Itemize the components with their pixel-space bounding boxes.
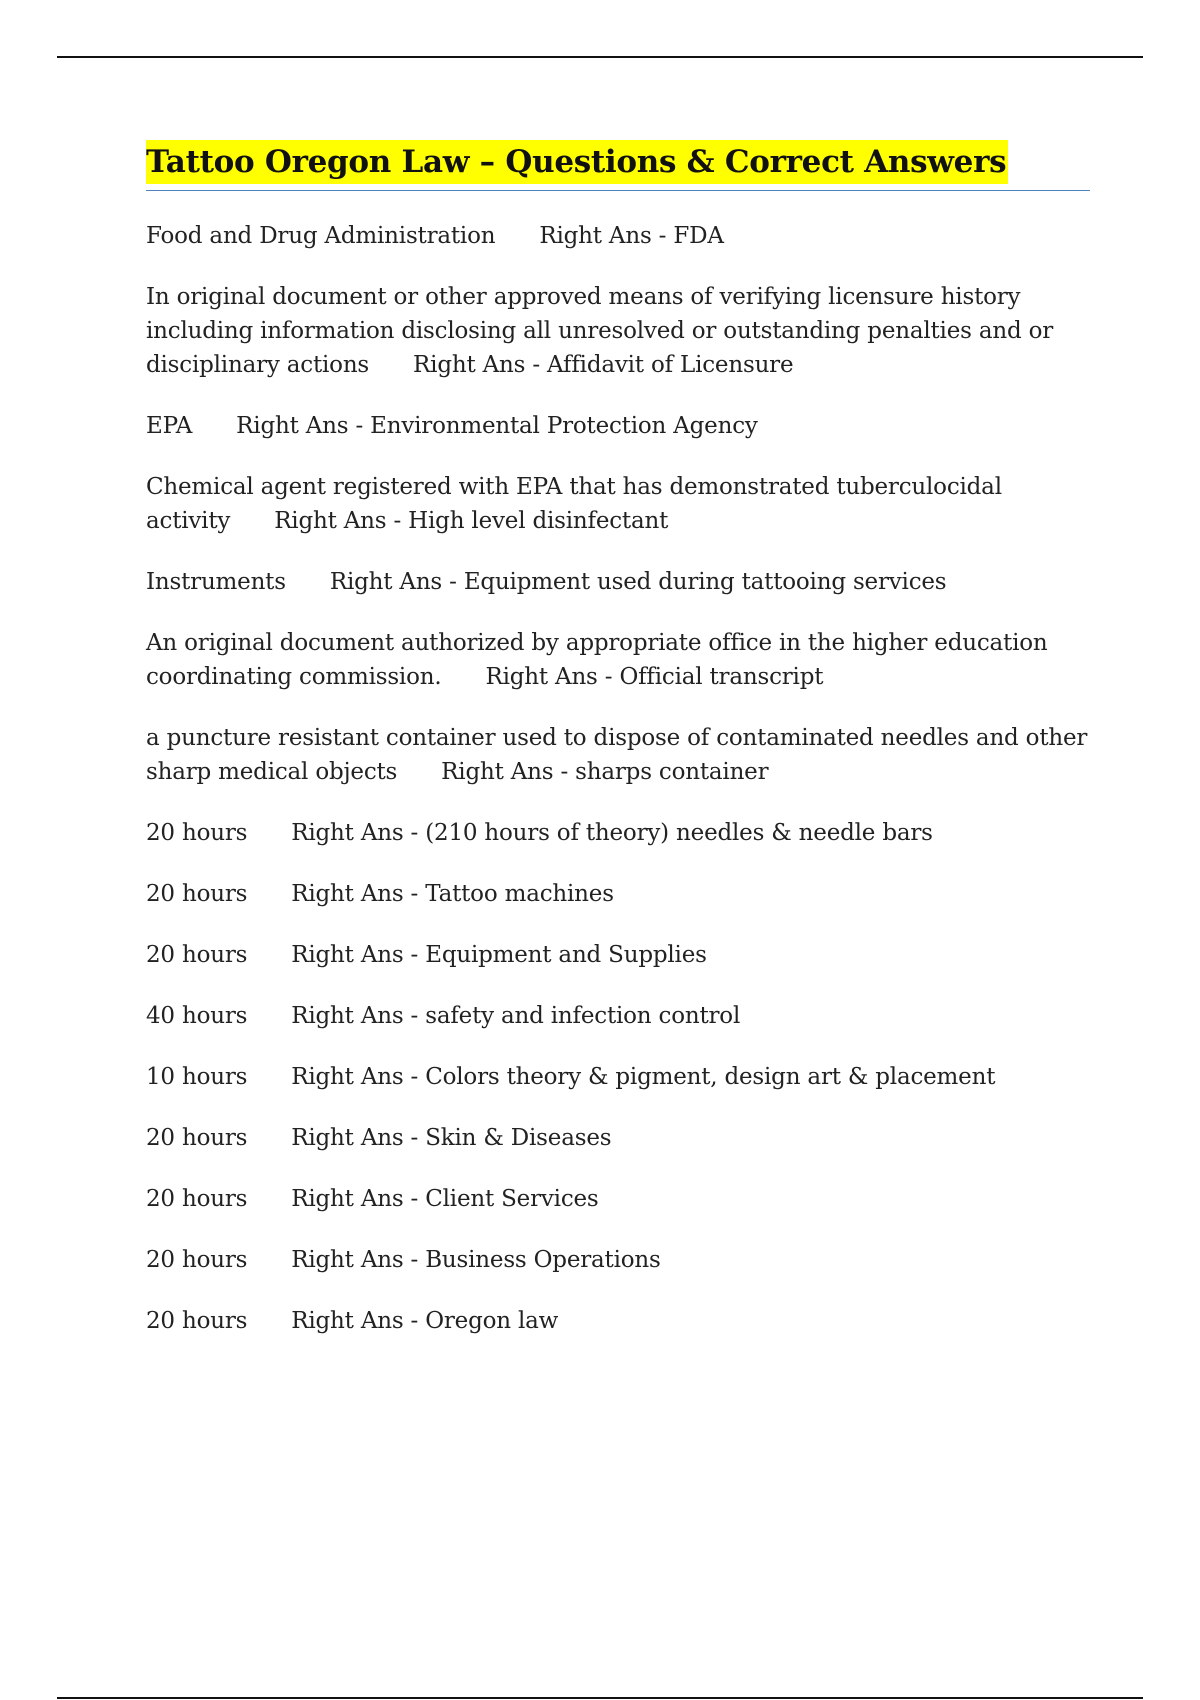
qa-item	[146, 1182, 1090, 1216]
answer-text: Right Ans - Official transcript	[485, 664, 824, 690]
question-text: 10 hours	[146, 1064, 248, 1090]
question-text: 20 hours	[146, 942, 248, 968]
answer-text: Right Ans - safety and infection control	[291, 1003, 741, 1029]
question-text: 20 hours	[146, 1308, 248, 1334]
page-top-rule	[57, 56, 1143, 58]
answer-text: Right Ans - sharps container	[441, 759, 769, 785]
qa-item	[146, 280, 1090, 382]
qa-item	[146, 409, 1090, 443]
question-text: 20 hours	[146, 820, 248, 846]
answer-text: Right Ans - Equipment and Supplies	[291, 942, 707, 968]
question-text: 40 hours	[146, 1003, 248, 1029]
title-block	[146, 140, 1090, 191]
question-text: Instruments	[146, 569, 286, 595]
answer-text: Right Ans - Business Operations	[291, 1247, 661, 1273]
answer-text: Right Ans - Environmental Protection Agency	[236, 413, 758, 439]
question-text: 20 hours	[146, 1125, 248, 1151]
answer-text: Right Ans - Colors theory & pigment, design art & placement	[291, 1064, 996, 1090]
question-text: Food and Drug Administration	[146, 223, 496, 249]
qa-item	[146, 1304, 1090, 1338]
qa-item	[146, 219, 1090, 253]
qa-item	[146, 999, 1090, 1033]
answer-text: Right Ans - Client Services	[291, 1186, 599, 1212]
qa-item	[146, 1060, 1090, 1094]
answer-text: Right Ans - Skin & Diseases	[291, 1125, 612, 1151]
answer-text: Right Ans - Tattoo machines	[291, 881, 614, 907]
qa-item	[146, 816, 1090, 850]
answer-text: Right Ans - High level disinfectant	[274, 508, 669, 534]
qa-item	[146, 877, 1090, 911]
document-title: Tattoo Oregon Law – Questions & Correct Answers	[146, 140, 1008, 184]
document-body	[146, 140, 1090, 1365]
qa-item	[146, 1121, 1090, 1155]
answer-text: Right Ans - Affidavit of Licensure	[413, 352, 794, 378]
answer-text: Right Ans - FDA	[539, 223, 724, 249]
question-text: 20 hours	[146, 881, 248, 907]
question-text: EPA	[146, 413, 193, 439]
qa-item	[146, 1243, 1090, 1277]
qa-item	[146, 938, 1090, 972]
question-text: Chemical agent registered with EPA that has demonstrated tuberculocidal activity	[146, 474, 1002, 534]
page-bottom-rule	[57, 1697, 1143, 1699]
qa-item	[146, 626, 1090, 694]
answer-text: Right Ans - (210 hours of theory) needles & needle bars	[291, 820, 933, 846]
question-text: 20 hours	[146, 1247, 248, 1273]
question-text: An original document authorized by appropriate office in the higher education coordinating commission.	[146, 630, 1048, 690]
qa-item	[146, 721, 1090, 789]
qa-item	[146, 470, 1090, 538]
answer-text: Right Ans - Equipment used during tattooing services	[329, 569, 947, 595]
question-text: 20 hours	[146, 1186, 248, 1212]
question-text: In original document or other approved means of verifying licensure history including information disclosing all unresolved or outstanding penalties and or disciplinary actions	[146, 284, 1054, 378]
qa-item	[146, 565, 1090, 599]
answer-text: Right Ans - Oregon law	[291, 1308, 559, 1334]
question-text: a puncture resistant container used to dispose of contaminated needles and other sharp medical objects	[146, 725, 1088, 785]
